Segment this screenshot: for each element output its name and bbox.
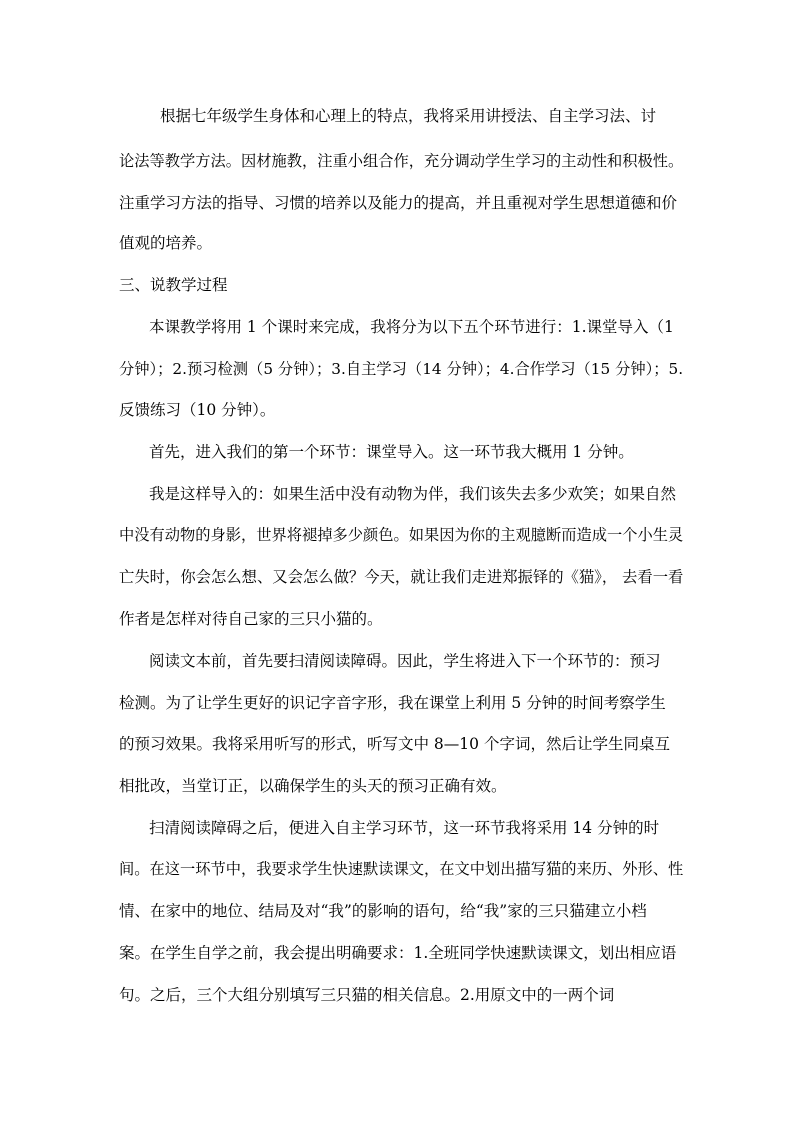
paragraph-line: 扫清阅读障碍之后，便进入自主学习环节，这一环节我将采用 14 分钟的时 [149,819,660,837]
paragraph-line: 的预习效果。我将采用听写的形式，听写文中 8—10 个字词，然后让学生同桌互 [119,735,670,753]
paragraph-line: 值观的培养。 [119,234,213,252]
paragraph-line: 注重学习方法的指导、习惯的培养以及能力的提高，并且重视对学生思想道德和价 [119,194,678,212]
paragraph-line: 作者是怎样对待自己家的三只小猫的。 [119,610,383,628]
paragraph-line: 阅读文本前，首先要扫清阅读障碍。因此，学生将进入下一个环节的：预习 [149,652,661,670]
section-heading: 三、说教学过程 [119,276,228,294]
paragraph-line: 我是这样导入的：如果生活中没有动物为伴，我们该失去多少欢笑；如果自然 [149,485,677,503]
paragraph-line: 分钟）；2.预习检测（5 分钟）；3.自主学习（14 分钟）；4.合作学习（15 分钟）；5. [119,360,684,378]
paragraph-line: 句。之后，三个大组分别填写三只猫的相关信息。2.用原文中的一两个词 [119,986,615,1004]
paragraph-line: 亡失时，你会怎么想、又会怎么做？今天，就让我们走进郑振铎的《猫》， 去看一看 [119,568,684,586]
paragraph-line: 论法等教学方法。因材施教，注重小组合作，充分调动学生学习的主动性和积极性。 [119,152,684,170]
paragraph-line: 检测。为了让学生更好的识记字音字形，我在课堂上利用 5 分钟的时间考察学生 [119,694,666,712]
paragraph-line: 情、在家中的地位、结局及对“我”的影响的语句，给“我”家的三只猫建立小档 [119,902,647,920]
paragraph-line: 反馈练习（10 分钟）。 [119,401,276,419]
paragraph-line: 案。在学生自学之前，我会提出明确要求：1.全班同学快速默读课文，划出相应语 [119,944,677,962]
paragraph-line: 本课教学将用 1 个课时来完成，我将分为以下五个环节进行：1.课堂导入（1 [149,318,674,336]
paragraph-line: 相批改，当堂订正，以确保学生的头天的预习正确有效。 [119,777,507,795]
paragraph-line: 首先，进入我们的第一个环节：课堂导入。这一环节我大概用 1 分钟。 [149,443,634,461]
paragraph-line: 中没有动物的身影，世界将褪掉多少颜色。如果因为你的主观臆断而造成一个小生灵 [119,526,684,544]
paragraph-line: 间。在这一环节中，我要求学生快速默读课文，在文中划出描写猫的来历、外形、性 [119,860,684,878]
paragraph-line: 根据七年级学生身体和心理上的特点，我将采用讲授法、自主学习法、讨 [160,107,657,125]
